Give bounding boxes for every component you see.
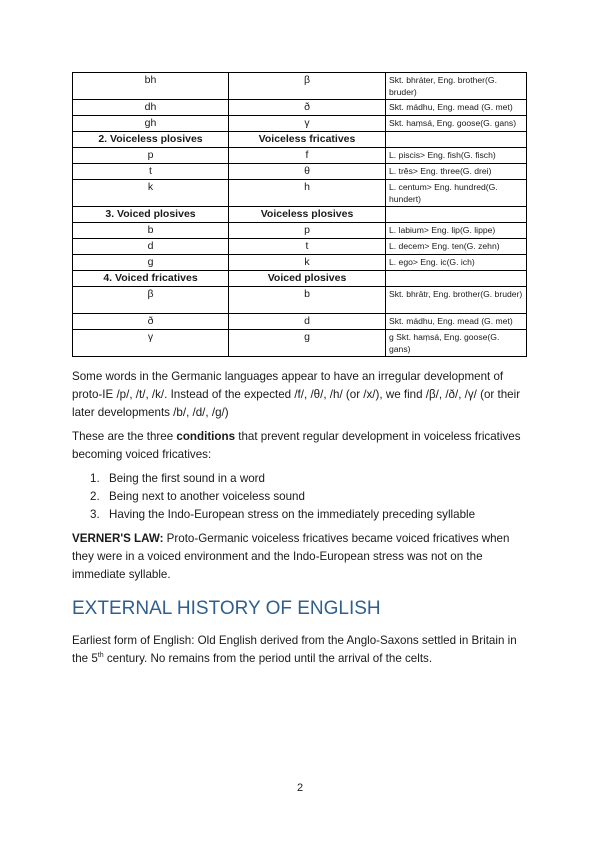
history-text (72, 632, 530, 668)
cell-proto-ie: ð (73, 314, 229, 330)
list-text: Being the first sound in a word (109, 472, 265, 485)
list-text: Having the Indo-European stress on the immediately preceding syllable (109, 508, 476, 521)
cell-examples: Skt. haṃsá, Eng. goose(G. gans) (386, 116, 527, 132)
cell-proto-ie: 3. Voiced plosives (73, 207, 229, 223)
table-row (73, 287, 527, 314)
history-text-part1: Earliest form of English: Old English derived from the Anglo-Saxons settled in Britain in the 5 (72, 634, 517, 665)
cell-examples: g Skt. haṃsá, Eng. goose(G. gans) (386, 330, 527, 357)
cell-proto-ie: k (73, 180, 229, 207)
cell-proto-ie: g (73, 255, 229, 271)
cell-proto-ie: 4. Voiced fricatives (73, 271, 229, 287)
verner-law-paragraph (72, 530, 530, 584)
cell-germanic: g (229, 330, 386, 357)
table-row (73, 148, 527, 164)
list-item (72, 470, 530, 488)
table-row (73, 116, 527, 132)
cell-germanic: d (229, 314, 386, 330)
conditions-intro-text (72, 428, 530, 464)
conditions-intro-before: These are the three (72, 430, 177, 443)
conditions-intro-after: that prevent regular development in voiceless fricatives becoming voiced fricatives: (72, 430, 521, 461)
cell-germanic: Voiced plosives (229, 271, 386, 287)
list-number: 3. (90, 508, 100, 521)
cell-germanic: b (229, 287, 386, 314)
cell-germanic: ð (229, 100, 386, 116)
intro-text: Some words in the Germanic languages appear to have an irregular development of proto-IE /p/, /t/, /k/. Instead of the expected /f/, /θ/, /h/ (or /x/), we find /β/, /ð/, /γ/ (or their later developments /b/, /d/, /g/) (72, 370, 521, 419)
intro-paragraph (72, 368, 530, 422)
table-header-row (73, 132, 527, 148)
list-number: 1. (90, 472, 100, 485)
cell-germanic: Voiceless fricatives (229, 132, 386, 148)
cell-proto-ie: gh (73, 116, 229, 132)
history-text-part2: century. No remains from the period until the arrival of the celts. (103, 652, 433, 665)
cell-examples (386, 207, 527, 223)
cell-proto-ie: t (73, 164, 229, 180)
cell-germanic: f (229, 148, 386, 164)
cell-examples: L. três> Eng. three(G. drei) (386, 164, 527, 180)
cell-germanic: β (229, 73, 386, 100)
cell-proto-ie: d (73, 239, 229, 255)
table-row (73, 330, 527, 357)
cell-examples: L. decem> Eng. ten(G. zehn) (386, 239, 527, 255)
cell-germanic: t (229, 239, 386, 255)
conditions-intro-paragraph (72, 428, 530, 464)
cell-examples: L. labium> Eng. lip(G. lippe) (386, 223, 527, 239)
sound-correspondence-table (72, 72, 527, 357)
list-number: 2. (90, 490, 100, 503)
verner-law-label: VERNER'S LAW: (72, 532, 164, 545)
history-paragraph (72, 632, 530, 668)
cell-examples: Skt. bhráter, Eng. brother(G. bruder) (386, 73, 527, 100)
table-row (73, 314, 527, 330)
cell-examples (386, 132, 527, 148)
cell-examples: Skt. mádhu, Eng. mead (G. met) (386, 100, 527, 116)
ordinal-suffix: th (97, 652, 104, 660)
list-text: Being next to another voiceless sound (109, 490, 305, 503)
table-row (73, 164, 527, 180)
section-heading: EXTERNAL HISTORY OF ENGLISH (72, 598, 381, 619)
conditions-list (72, 470, 530, 524)
table-header-row (73, 271, 527, 287)
verner-law-body: Proto-Germanic voiceless fricatives became voiced fricatives when they were in a voiced environment and the Indo-European stress was not on the immediate syllable. (72, 532, 510, 581)
table-row (73, 73, 527, 100)
cell-germanic: k (229, 255, 386, 271)
cell-examples: L. centum> Eng. hundred(G. hundert) (386, 180, 527, 207)
cell-proto-ie: γ (73, 330, 229, 357)
cell-proto-ie: b (73, 223, 229, 239)
cell-germanic: Voiceless plosives (229, 207, 386, 223)
page-number: 2 (296, 782, 304, 794)
list-item (72, 506, 530, 524)
table-body (73, 73, 527, 357)
cell-germanic: θ (229, 164, 386, 180)
cell-examples: Skt. mádhu, Eng. mead (G. met) (386, 314, 527, 330)
cell-germanic: p (229, 223, 386, 239)
table-header-row (73, 207, 527, 223)
cell-proto-ie: bh (73, 73, 229, 100)
cell-examples (386, 271, 527, 287)
table-row (73, 223, 527, 239)
cell-germanic: h (229, 180, 386, 207)
cell-proto-ie: p (73, 148, 229, 164)
table-row (73, 239, 527, 255)
conditions-keyword: conditions (176, 430, 236, 443)
cell-proto-ie: β (73, 287, 229, 314)
cell-proto-ie: dh (73, 100, 229, 116)
verner-law-text (72, 530, 530, 584)
table-row (73, 255, 527, 271)
cell-germanic: γ (229, 116, 386, 132)
cell-examples: L. ego> Eng. ic(G. ich) (386, 255, 527, 271)
table-row (73, 180, 527, 207)
cell-examples: L. piscis> Eng. fish(G. fisch) (386, 148, 527, 164)
cell-proto-ie: 2. Voiceless plosives (73, 132, 229, 148)
cell-examples: Skt. bhrātr, Eng. brother(G. bruder) (386, 287, 527, 314)
table-row (73, 100, 527, 116)
list-item (72, 488, 530, 506)
